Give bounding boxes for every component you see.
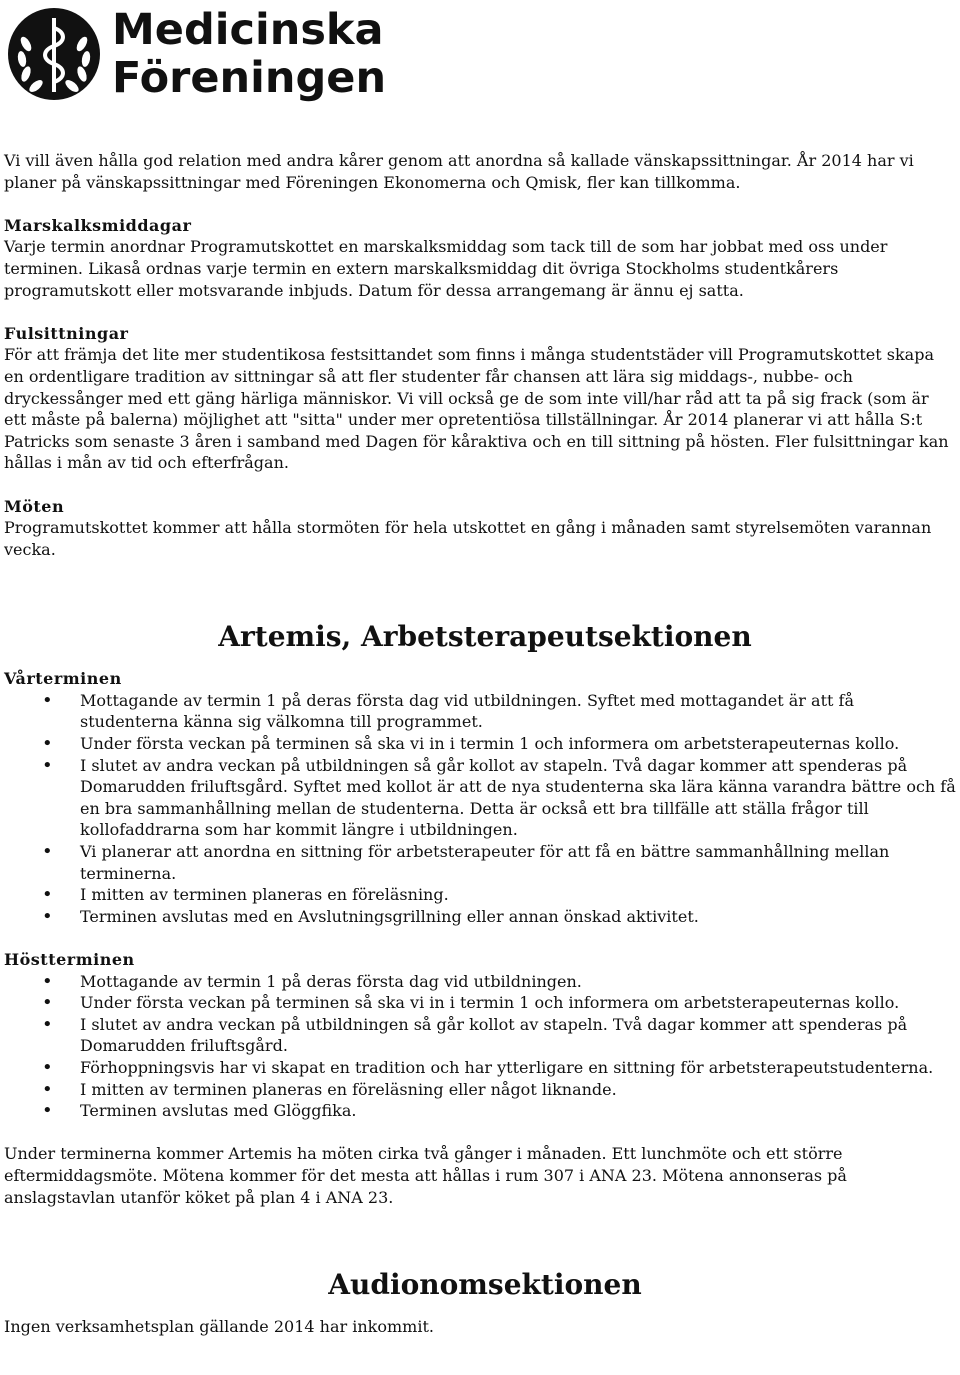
audionom-text: Ingen verksamhetsplan gällande 2014 har inkommit. xyxy=(4,1317,434,1337)
list-item: • I slutet av andra veckan på utbildningen så går kollot av stapeln. Två dagar kommer att spenderas på Domarudden friluftsgård. xyxy=(4,1014,956,1057)
fulsittningar-text: För att främja det lite mer studentikosa festsittandet som finns i många studentstäder vill Programutskottet skapa en ordentligare tradition av sittningar så att fler studenter får chansen att lära sig middags-, nubbe- och dryckessånger med ett gäng härliga människor. Vi vill också ge de som inte vill/har råd att ta på sig frack (som är ett måste på balerna) möjlighet att "sitta" under mer opretentiösa tillställningar. År 2014 planerar vi att hålla S:t Patricks som senaste 3 åren i samband med Dagen för kåraktiva och en till sittning på hösten. Fler fulsittningar kan hållas i mån av tid och efterfrågan. xyxy=(4,345,949,473)
autumn-list xyxy=(4,971,956,1122)
artemis-title: Artemis, Arbetsterapeutsektionen xyxy=(218,620,752,654)
list-item: • Mottagande av termin 1 på deras första dag vid utbildningen. xyxy=(4,971,956,993)
list-item: • Under första veckan på terminen så ska vi in i termin 1 och informera om arbetsterapeuternas kollo. xyxy=(4,992,956,1014)
spring-heading: Vårterminen xyxy=(4,669,122,689)
document-body xyxy=(4,150,956,1338)
medicinska-foreningen-logo-icon xyxy=(4,4,387,104)
marskalk-section xyxy=(4,215,956,301)
list-item: • Under första veckan på terminen så ska vi in i termin 1 och informera om arbetsterapeuternas kollo. xyxy=(4,733,956,755)
marskalk-text: Varje termin anordnar Programutskottet en marskalksmiddag som tack till de som har jobbat med oss under terminen. Likaså ordnas varje termin en extern marskalksmiddag dit övriga Stockholms studentkårers programutskott eller motsvarande inbjuds. Datum för dessa arrangemang är ännu ej satta. xyxy=(4,237,888,300)
fulsittningar-section xyxy=(4,323,956,474)
list-item: • Vi planerar att anordna en sittning för arbetsterapeuter för att få en bättre sammanhållning mellan terminerna. xyxy=(4,841,956,884)
list-item: • Terminen avslutas med en Avslutningsgrillning eller annan önskad aktivitet. xyxy=(4,906,956,928)
logo-line2: Föreningen xyxy=(112,53,387,103)
autumn-heading: Höstterminen xyxy=(4,950,135,969)
moten-heading: Möten xyxy=(4,496,65,516)
moten-section xyxy=(4,496,956,561)
logo xyxy=(4,4,387,104)
list-item: • I slutet av andra veckan på utbildningen så går kollot av stapeln. Två dagar kommer att spenderas på Domarudden friluftsgård. Syftet med kollot är att de nya studenterna ska lära känna varandra bättre och få en bra sammanhållning mellan de studenterna. Detta är också ett bra tillfälle att ställa frågor till kollofaddrarna som har kommit längre i utbildningen. xyxy=(4,755,956,841)
list-item: • I mitten av terminen planeras en föreläsning eller något liknande. xyxy=(4,1079,956,1101)
artemis-closing: Under terminerna kommer Artemis ha möten cirka två gånger i månaden. Ett lunchmöte och ett större eftermiddagsmöte. Mötena kommer för det mesta att hållas i rum 307 i ANA 23. Mötena annonseras på anslagstavlan utanför köket på plan 4 i ANA 23. xyxy=(4,1144,847,1207)
list-item: • Förhoppningsvis har vi skapat en tradition och har ytterligare en sittning för arbetsterapeutstudenterna. xyxy=(4,1057,956,1079)
intro-paragraph: Vi vill även hålla god relation med andra kårer genom att anordna så kallade vänskapssittningar. År 2014 har vi planer på vänskapssittningar med Föreningen Ekonomerna och Qmisk, fler kan tillkomma. xyxy=(4,151,914,192)
list-item: • I mitten av terminen planeras en föreläsning. xyxy=(4,884,956,906)
marskalk-heading: Marskalksmiddagar xyxy=(4,215,192,235)
list-item: • Terminen avslutas med Glöggfika. xyxy=(4,1100,956,1122)
audionom-title: Audionomsektionen xyxy=(328,1268,642,1302)
moten-text: Programutskottet kommer att hålla stormöten för hela utskottet en gång i månaden samt styrelsemöten varannan vecka. xyxy=(4,518,932,559)
fulsittningar-heading: Fulsittningar xyxy=(4,323,129,343)
spring-list xyxy=(4,690,956,928)
logo-line1: Medicinska xyxy=(112,5,384,55)
list-item: • Mottagande av termin 1 på deras första dag vid utbildningen. Syftet med mottagandet är att få studenterna känna sig välkomna till programmet. xyxy=(4,690,956,733)
